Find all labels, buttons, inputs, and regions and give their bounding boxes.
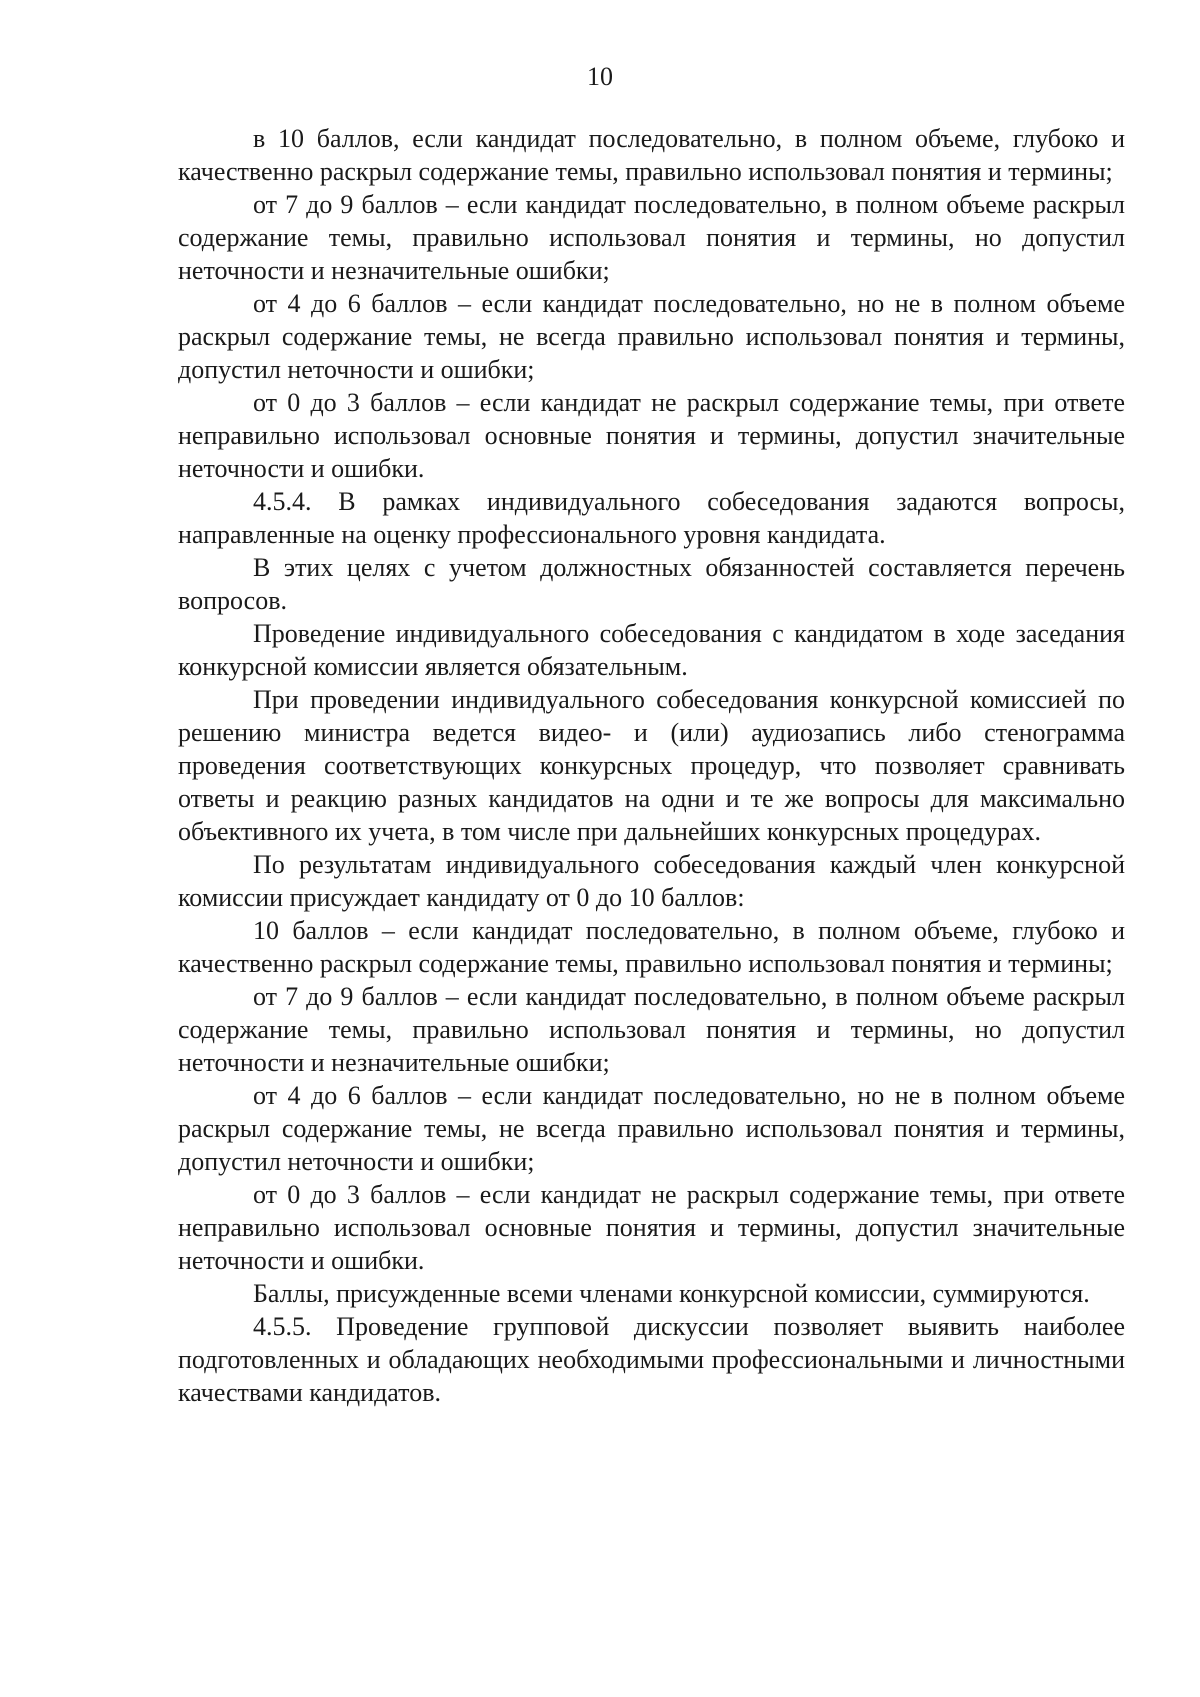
paragraph-interview-score-4-6: от 4 до 6 баллов – если кандидат последовательно, но не в полном объеме раскрыл содержание темы, не всегда правильно использовал понятия и термины, допустил неточности и ошибки; — [178, 1081, 1125, 1176]
paragraph-interview-mandatory: Проведение индивидуального собеседования с кандидатом в ходе заседания конкурсной комиссии является обязательным. — [178, 619, 1125, 681]
paragraph-score-10-criteria: в 10 баллов, если кандидат последовательно, в полном объеме, глубоко и качественно раскрыл содержание темы, правильно использовал понятия и термины; — [178, 124, 1125, 186]
paragraph-recording: При проведении индивидуального собеседования конкурсной комиссией по решению министра ведется видео- и (или) аудиозапись либо стенограмма проведения соответствующих конкурсных процедур, что позволяет сравнивать ответы и реакцию разных кандидатов на одни и те же вопросы для максимально объективного их учета, в том числе при дальнейших конкурсных процедурах. — [178, 685, 1125, 846]
paragraph-score-4-6-criteria: от 4 до 6 баллов – если кандидат последовательно, но не в полном объеме раскрыл содержание темы, не всегда правильно использовал понятия и термины, допустил неточности и ошибки; — [178, 289, 1125, 384]
paragraph-interview-score-10: 10 баллов – если кандидат последовательно, в полном объеме, глубоко и качественно раскрыл содержание темы, правильно использовал понятия и термины; — [178, 916, 1125, 978]
paragraph-section-4-5-4: 4.5.4. В рамках индивидуального собеседования задаются вопросы, направленные на оценку профессионального уровня кандидата. — [178, 487, 1125, 549]
paragraph-question-list: В этих целях с учетом должностных обязанностей составляется перечень вопросов. — [178, 553, 1125, 615]
paragraph-score-7-9-criteria: от 7 до 9 баллов – если кандидат последовательно, в полном объеме раскрыл содержание темы, правильно использовал понятия и термины, но допустил неточности и незначительные ошибки; — [178, 190, 1125, 285]
paragraph-scores-summed: Баллы, присужденные всеми членами конкурсной комиссии, суммируются. — [253, 1279, 1090, 1308]
paragraph-section-4-5-5: 4.5.5. Проведение групповой дискуссии позволяет выявить наиболее подготовленных и обладающих необходимыми профессиональными и личностными качествами кандидатов. — [178, 1312, 1125, 1407]
page-number: 10 — [587, 62, 613, 91]
document-body — [178, 122, 1125, 1409]
paragraph-interview-score-0-3: от 0 до 3 баллов – если кандидат не раскрыл содержание темы, при ответе неправильно использовал основные понятия и термины, допустил значительные неточности и ошибки. — [178, 1180, 1125, 1275]
paragraph-interview-scoring: По результатам индивидуального собеседования каждый член конкурсной комиссии присуждает кандидату от 0 до 10 баллов: — [178, 850, 1125, 912]
paragraph-score-0-3-criteria: от 0 до 3 баллов – если кандидат не раскрыл содержание темы, при ответе неправильно использовал основные понятия и термины, допустил значительные неточности и ошибки. — [178, 388, 1125, 483]
paragraph-interview-score-7-9: от 7 до 9 баллов – если кандидат последовательно, в полном объеме раскрыл содержание темы, правильно использовал понятия и термины, но допустил неточности и незначительные ошибки; — [178, 982, 1125, 1077]
